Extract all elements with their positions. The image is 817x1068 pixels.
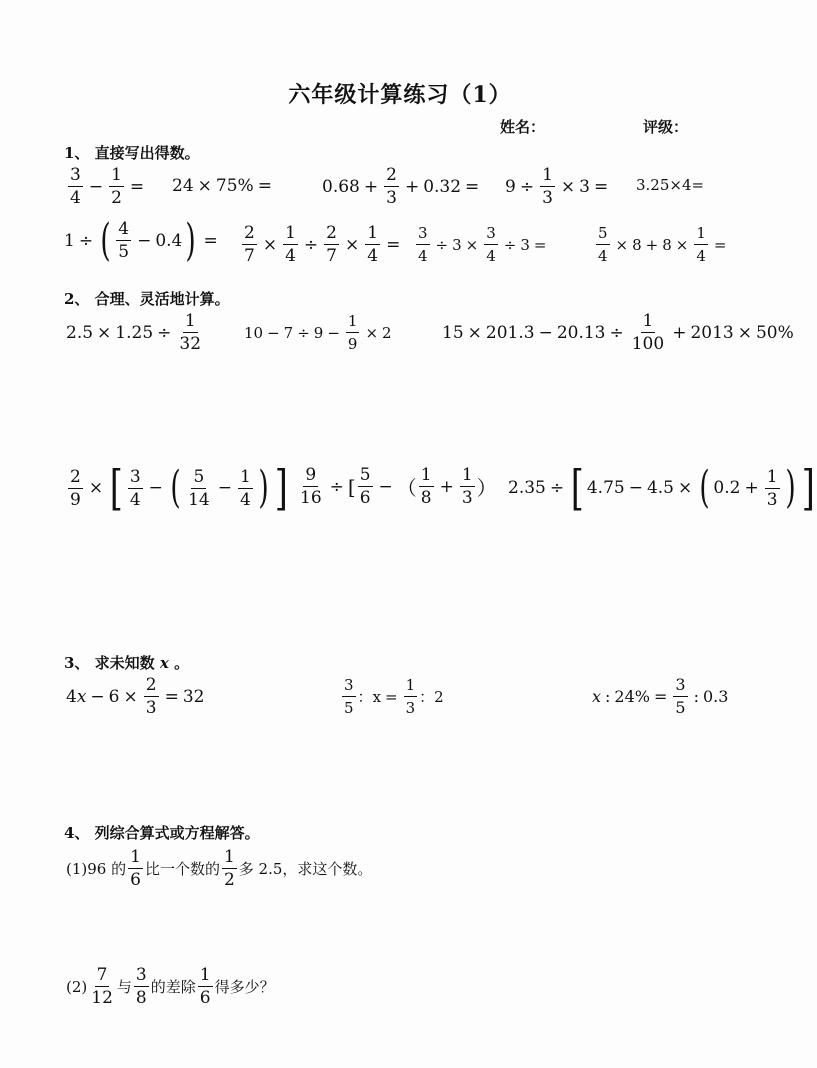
problem-2-6: 2.35 ÷ [ 4.75 − 4.5 × ( 0.2 + $\frac{1}{3}$ ) ] (508, 460, 815, 516)
problem-4-2: (2) $\frac{7}{12}$ 与 $\frac{3}{8}$ 的差除 $\frac{1}{6}$ 得多少？ (66, 965, 275, 1008)
problem-1-5: 3.25×4= (636, 176, 705, 194)
problem-2-1: 2.5 × 1.25 ÷ $\frac{1}{32}$ (66, 311, 202, 354)
problem-1-3: 0.68 + $\frac{2}{3}$ + 0.32 = (322, 165, 480, 208)
section-4-heading: 4、 列综合算式或方程解答。 (64, 824, 260, 842)
section-1-heading: 1、 直接写出得数。 (64, 144, 200, 162)
problem-1-4: 9 ÷ $\frac{1}{3}$ × 3 = (505, 165, 609, 208)
problem-1-2: 24 × 75% = (172, 176, 272, 196)
problem-1-1: $\frac{3}{4}$ − $\frac{1}{2}$ = (70, 165, 145, 208)
problem-3-3: x : 24% = $\frac{3}{5}$ : 0.3 (592, 675, 729, 717)
section-3-heading: 3、 求未知数 x 。 (64, 654, 190, 672)
problem-3-2: $\frac{3}{5}$ ： x = $\frac{1}{3}$ ： 2 (344, 676, 444, 717)
problem-1-9: $\frac{5}{4}$ × 8 + 8 × $\frac{1}{4}$ = (598, 224, 727, 265)
name-label: 姓名： (500, 118, 546, 136)
grade-label: 评级： (643, 118, 689, 136)
problem-2-2: 10 − 7 ÷ 9 − $\frac{1}{9}$ × 2 (244, 312, 392, 353)
page-title: 六年级计算练习（1） (288, 82, 512, 108)
problem-1-8: $\frac{3}{4}$ ÷ 3 × $\frac{3}{4}$ ÷ 3 = (418, 224, 547, 265)
problem-2-4: $\frac{2}{9}$ × [ $\frac{3}{4}$ − ( $\frac{5}{14}$ − $\frac{1}{4}$ ) ] (70, 460, 288, 516)
problem-1-7: $\frac{2}{7}$ × $\frac{1}{4}$ ÷ $\frac{2}{7}$ × $\frac{1}{4}$ = (244, 223, 401, 266)
problem-1-6: 1 ÷ ( $\frac{4}{5}$ − 0.4 ) = (64, 214, 218, 266)
problem-2-3: 15 × 201.3 − 20.13 ÷ $\frac{1}{100}$ + 2013 × 50% (442, 311, 794, 354)
problem-3-1: 4 x − 6 × $\frac{2}{3}$ = 32 (66, 675, 205, 718)
section-2-heading: 2、 合理、灵活地计算。 (64, 290, 230, 308)
problem-2-5: $\frac{9}{16}$ ÷ [ $\frac{5}{6}$ − （ $\frac{1}{8}$ + $\frac{1}{3}$ ） (300, 465, 497, 508)
problem-4-1: (1)96 的 $\frac{1}{6}$ 比一个数的 $\frac{1}{2}$ 多 2.5，求这个数。 (66, 847, 373, 890)
